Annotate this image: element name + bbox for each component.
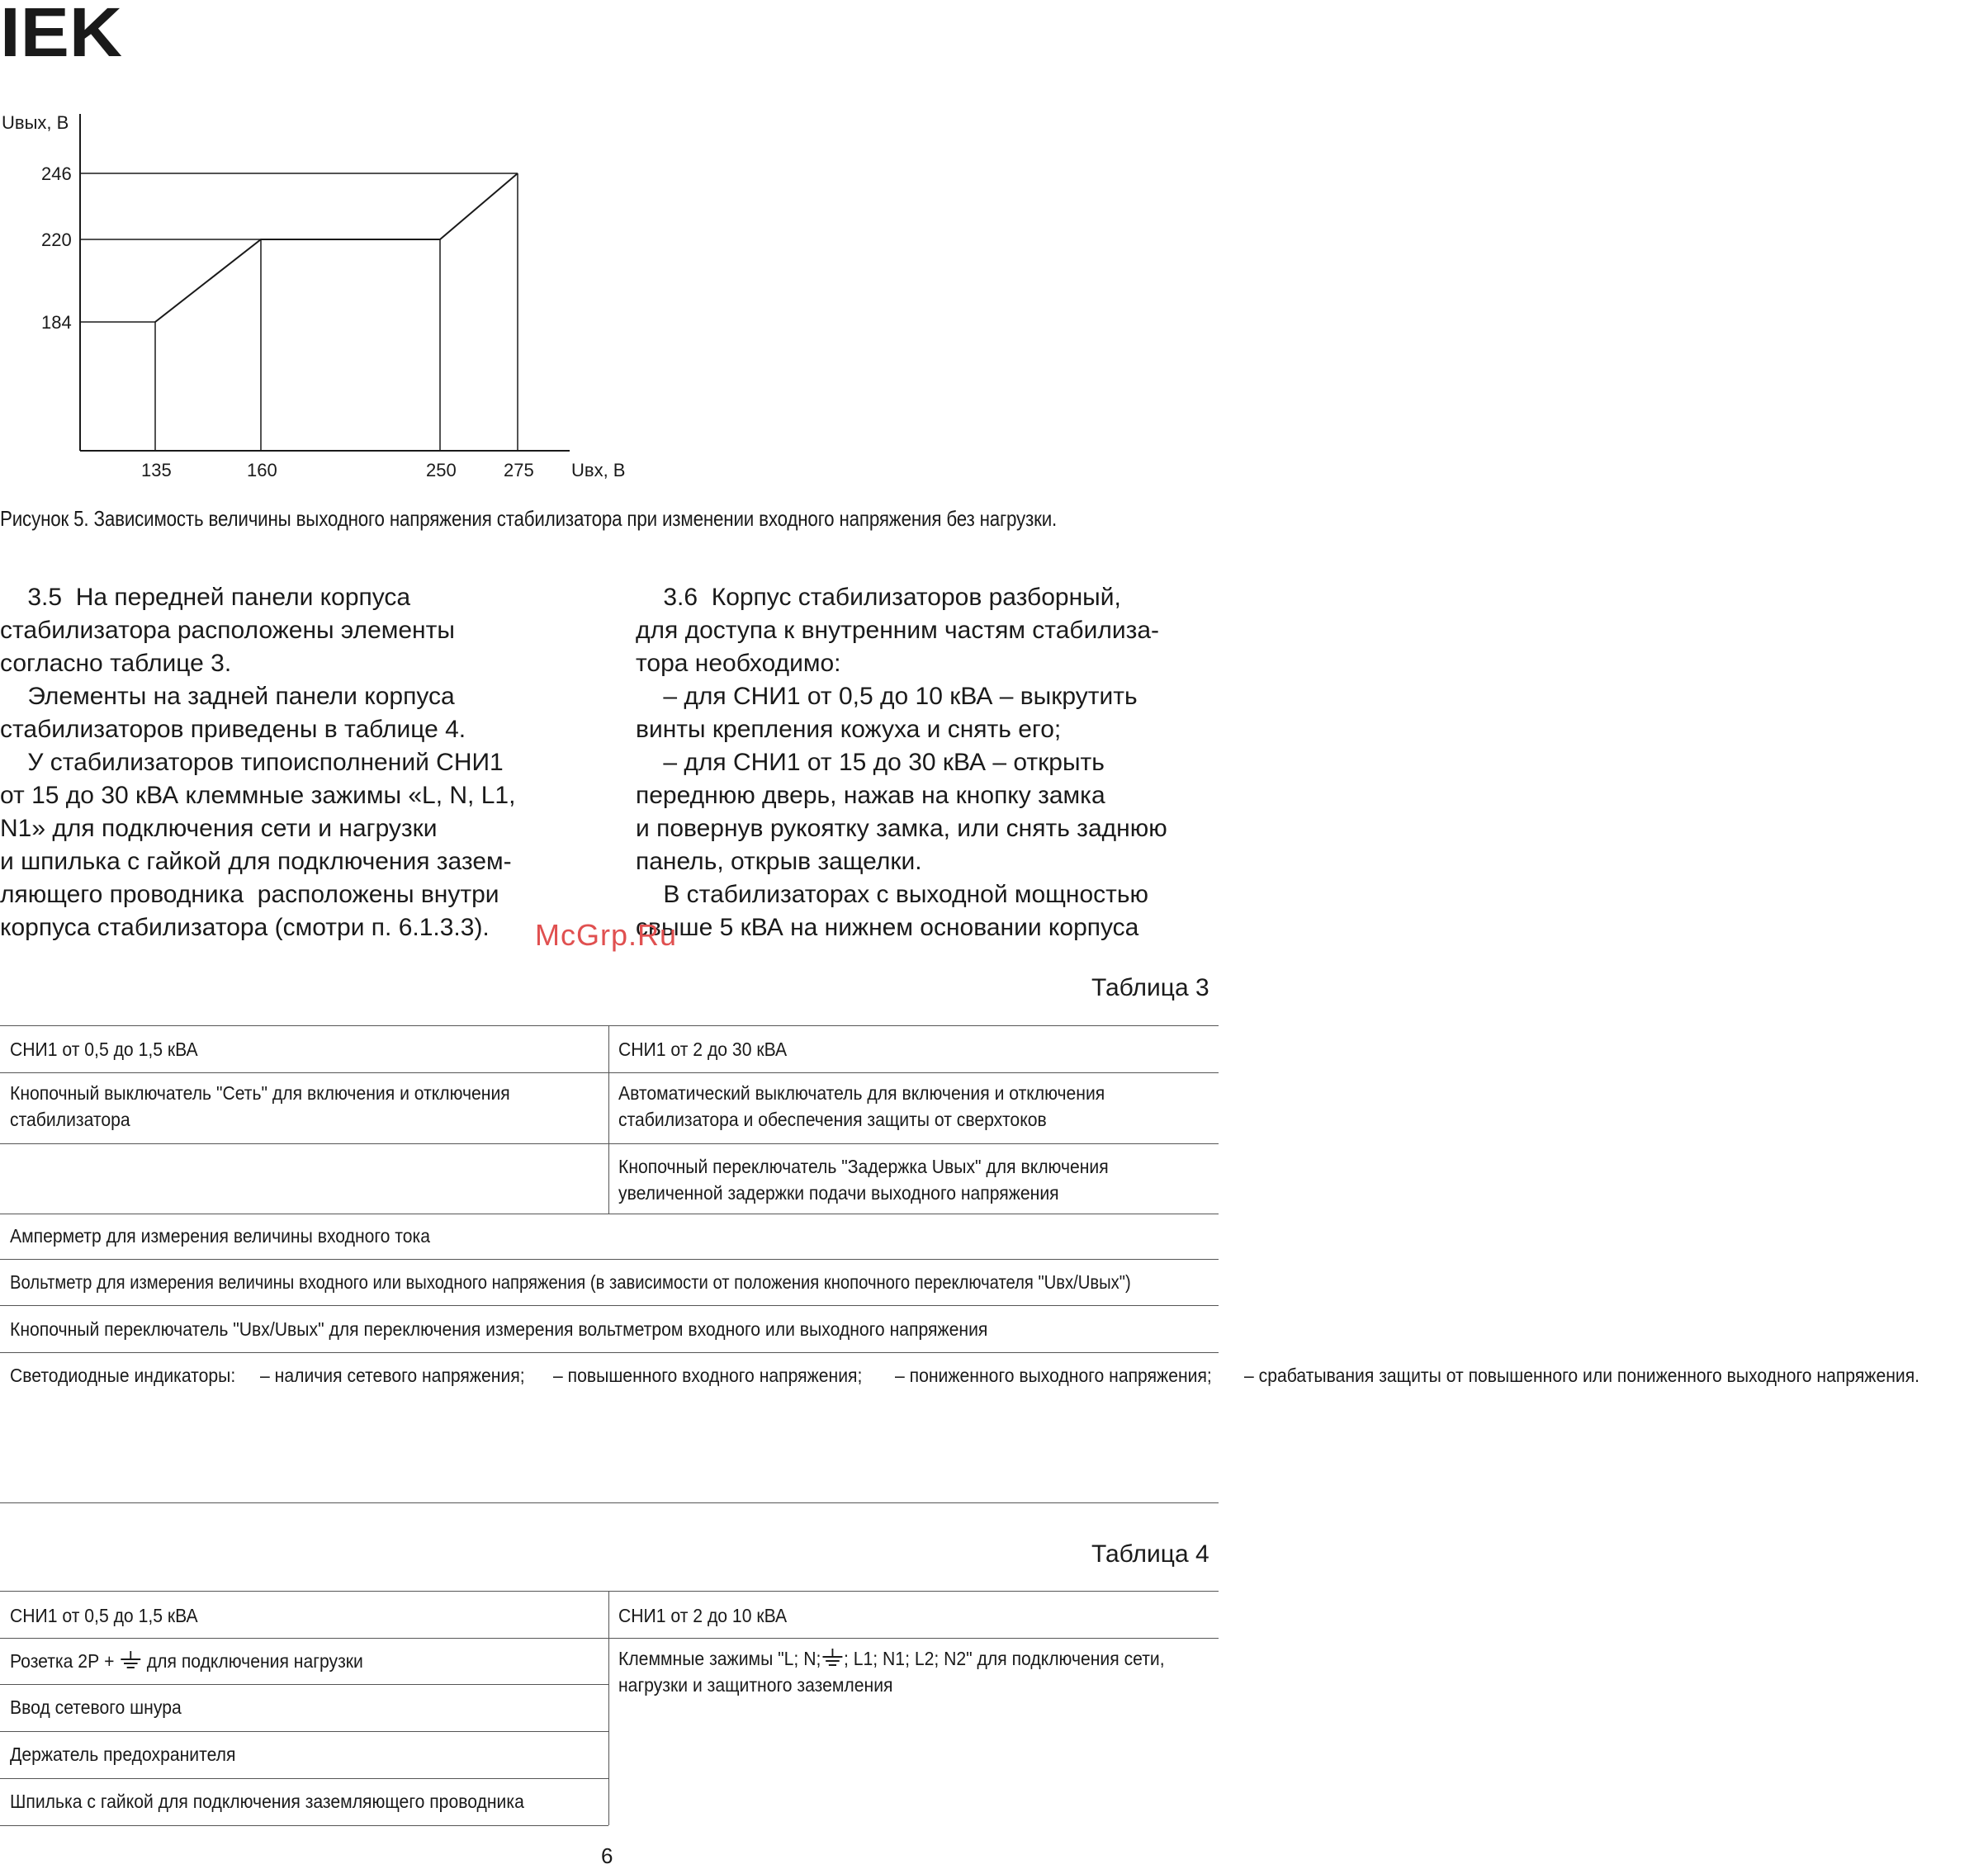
text-line: 3.5 На передней панели корпуса — [0, 584, 411, 611]
watermark: McGrp.Ru — [535, 918, 678, 952]
ground-icon — [119, 1651, 142, 1671]
x-tick-label: 250 — [426, 460, 457, 480]
table4-head-left: СНИ1 от 0,5 до 1,5 кВА — [10, 1605, 198, 1626]
y-tick-label: 220 — [41, 229, 72, 250]
text-line: от 15 до 30 кВА клеммные зажимы «L, N, L1, — [0, 782, 516, 809]
table4-right-cell: Клеммные зажимы "L; N; ; L1; N1; L2; N2" для подключения сети, нагрузки и защитного заземления — [618, 1648, 1165, 1696]
x-tick-label: 160 — [247, 460, 277, 480]
x-axis-label: Uвх, В — [571, 460, 626, 480]
table3-r2-right: Кнопочный переключатель "Задержка Uвых" для включения увеличенной задержки подачи выходного напряжения — [618, 1156, 1109, 1204]
table4-left-row: Ввод сетевого шнура — [10, 1696, 182, 1718]
series-line — [155, 173, 518, 322]
text-column-right — [636, 581, 1228, 944]
table4-left-row: Розетка 2Р + для подключения нагрузки — [10, 1650, 363, 1672]
text-line: свыше 5 кВА на нижнем основании корпуса — [636, 914, 1139, 941]
table3 — [0, 1025, 1920, 1504]
table3-r1-left: Кнопочный выключатель "Сеть" для включения и отключения стабилизатора — [10, 1082, 510, 1130]
table4 — [0, 1591, 1228, 1830]
text-line: N1» для подключения сети и нагрузки — [0, 815, 438, 842]
voltage-chart — [0, 97, 644, 494]
table3-full-row: Амперметр для измерения величины входного тока — [10, 1225, 431, 1247]
table4-left-row: Держатель предохранителя — [10, 1744, 236, 1765]
text-line: согласно таблице 3. — [0, 650, 232, 677]
text-line: корпуса стабилизатора (смотри п. 6.1.3.3). — [0, 914, 490, 941]
text-line: В стабилизаторах с выходной мощностью — [636, 881, 1149, 908]
table3-head-right: СНИ1 от 2 до 30 кВА — [618, 1039, 788, 1060]
text-line: переднюю дверь, нажав на кнопку замка — [636, 782, 1105, 809]
y-axis-label: Uвых, В — [2, 112, 69, 133]
text-line: У стабилизаторов типоисполнений СНИ1 — [0, 749, 504, 776]
table3-led-list: Светодиодные индикаторы: – наличия сетевого напряжения; – повышенного входного напряжения; – пониженного выходного напряжения; – срабатывания защиты от повышенного или пониженного выходного напряжения. — [10, 1365, 1920, 1386]
text-line: винты крепления кожуха и снять его; — [636, 716, 1062, 743]
text-line: 3.6 Корпус стабилизаторов разборный, — [636, 584, 1121, 611]
text-line: ляющего проводника расположены внутри — [0, 881, 499, 908]
figure-caption: Рисунок 5. Зависимость величины выходного напряжения стабилизатора при изменении входного напряжения без нагрузки. — [0, 506, 1058, 531]
y-tick-label: 184 — [41, 312, 72, 333]
text-line: для доступа к внутренним частям стабилиза- — [636, 617, 1160, 644]
text-line: Элементы на задней панели корпуса — [0, 683, 455, 710]
text-line: панель, открыв защелки. — [636, 848, 922, 875]
text-line: и шпилька с гайкой для подключения зазем- — [0, 848, 512, 875]
text-line: и повернув рукоятку замка, или снять заднюю — [636, 815, 1167, 842]
y-tick-label: 246 — [41, 163, 72, 184]
x-tick-label: 135 — [141, 460, 172, 480]
table4-head-right: СНИ1 от 2 до 10 кВА — [618, 1605, 788, 1626]
logo-text: IEK — [0, 0, 122, 71]
text-line: – для СНИ1 от 15 до 30 кВА – открыть — [636, 749, 1105, 776]
table3-full-row: Вольтметр для измерения величины входного или выходного напряжения (в зависимости от положения кнопочного переключателя "Uвх/Uвых") — [10, 1271, 1131, 1293]
text-line: стабилизатора расположены элементы — [0, 617, 455, 644]
page-number: 6 — [601, 1843, 613, 1868]
text-line: – для СНИ1 от 0,5 до 10 кВА – выкрутить — [636, 683, 1138, 710]
table4-left-row: Шпилька с гайкой для подключения заземляющего проводника — [10, 1791, 524, 1812]
iek-logo — [0, 0, 124, 71]
text-column-left — [0, 581, 578, 944]
ground-icon — [821, 1649, 844, 1668]
x-tick-label: 275 — [504, 460, 534, 480]
table4-label: Таблица 4 — [1091, 1540, 1209, 1568]
table3-label: Таблица 3 — [1091, 974, 1209, 1001]
text-line: тора необходимо: — [636, 650, 841, 677]
text-line: стабилизаторов приведены в таблице 4. — [0, 716, 466, 743]
table3-full-row: Кнопочный переключатель "Uвх/Uвых" для переключения измерения вольтметром входного или выходного напряжения — [10, 1318, 988, 1340]
table3-r1-right: Автоматический выключатель для включения и отключения стабилизатора и обеспечения защиты от сверхтоков — [618, 1082, 1105, 1130]
table3-head-left: СНИ1 от 0,5 до 1,5 кВА — [10, 1039, 198, 1060]
